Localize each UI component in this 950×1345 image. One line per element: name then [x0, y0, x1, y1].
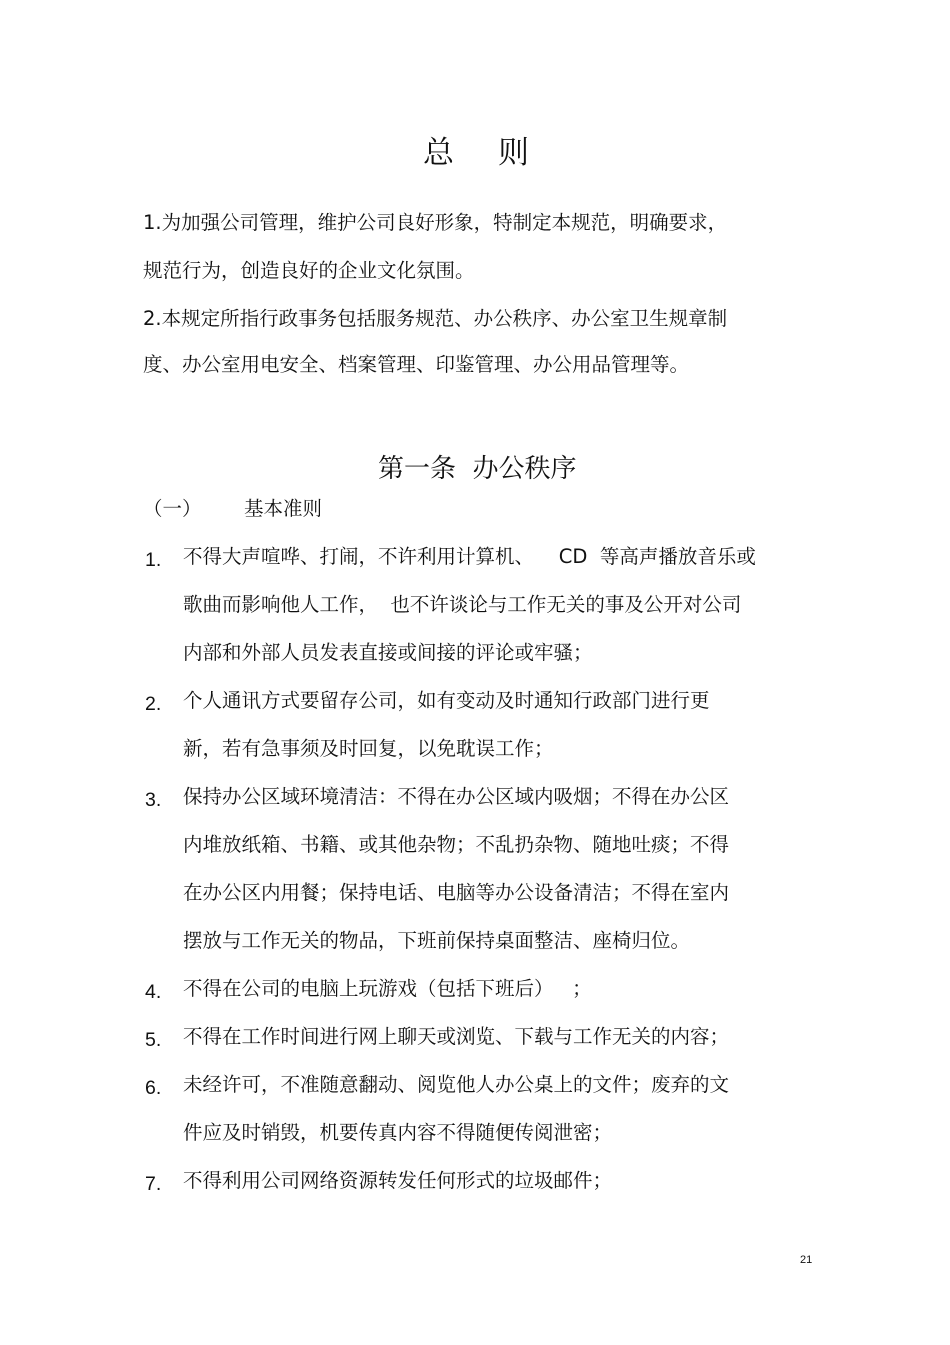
section-title: 第一条 办公秩序	[378, 454, 577, 484]
item-line: 歌曲而影响他人工作， 也不许谈论与工作无关的事及公开对公司	[183, 593, 742, 616]
item-line: 不得利用公司网络资源转发任何形式的垃圾邮件；	[183, 1169, 613, 1192]
item-line: 件应及时销毁，机要传真内容不得随便传阅泄密；	[183, 1121, 613, 1144]
subsection-marker: （一）	[143, 497, 202, 520]
item-line: 个人通讯方式要留存公司，如有变动及时通知行政部门进行更	[183, 689, 710, 712]
document-title	[423, 127, 531, 172]
title-part-1: 总	[423, 135, 456, 171]
item-number: 7.	[145, 1173, 162, 1195]
general-p1-line1: 1.为加强公司管理，维护公司良好形象，特制定本规范，明确要求，	[143, 211, 728, 234]
item-number: 4.	[145, 981, 162, 1003]
general-p2-line2: 度、办公室用电安全、档案管理、印鉴管理、办公用品管理等。	[143, 353, 690, 376]
general-p2-line1: 2.本规定所指行政事务包括服务规范、办公秩序、办公室卫生规章制	[143, 307, 728, 330]
subsection-title: 基本准则	[244, 497, 323, 520]
item-line: 未经许可，不准随意翻动、阅览他人办公桌上的文件；废弃的文	[183, 1073, 730, 1096]
page-number: 21	[800, 1254, 813, 1266]
item-line: 新，若有急事须及时回复，以免耽误工作；	[183, 737, 554, 760]
item-number: 2.	[145, 693, 162, 715]
title-part-2: 则	[498, 135, 531, 171]
item-line: 不得大声喧哗、打闹，不许利用计算机、 CD 等高声播放音乐或	[183, 545, 756, 568]
item-line: 摆放与工作无关的物品，下班前保持桌面整洁、座椅归位。	[183, 929, 691, 952]
item-line: 不得在工作时间进行网上聊天或浏览、下载与工作无关的内容；	[183, 1025, 730, 1048]
item-line: 不得在公司的电脑上玩游戏（包括下班后） ；	[183, 977, 592, 1000]
item-line: 在办公区内用餐；保持电话、电脑等办公设备清洁；不得在室内	[183, 881, 730, 904]
item-number: 3.	[145, 789, 162, 811]
item-number: 1.	[145, 549, 162, 571]
item-number: 6.	[145, 1077, 162, 1099]
item-line: 保持办公区域环境清洁：不得在办公区域内吸烟；不得在办公区	[183, 785, 730, 808]
item-number: 5.	[145, 1029, 162, 1051]
item-line: 内部和外部人员发表直接或间接的评论或牢骚；	[183, 641, 593, 664]
item-line: 内堆放纸箱、书籍、或其他杂物；不乱扔杂物、随地吐痰；不得	[183, 833, 730, 856]
general-p1-line2: 规范行为，创造良好的企业文化氛围。	[143, 259, 475, 282]
